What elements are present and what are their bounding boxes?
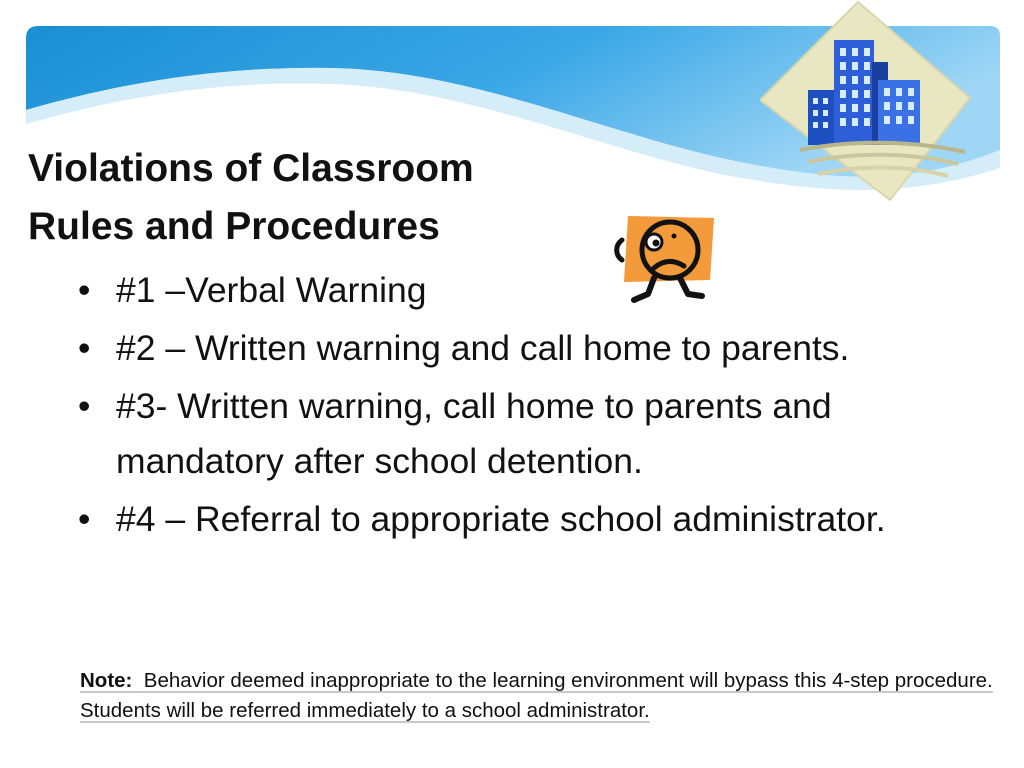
list-item <box>78 263 1008 318</box>
list-item-text: #3- Written warning, call home to parents and mandatory after school detention. <box>116 386 832 481</box>
city-buildings-icon <box>760 0 1000 205</box>
note-label: Note: <box>80 669 133 692</box>
title-line-1: Violations of Classroom <box>28 147 474 190</box>
list-item-text: #2 – Written warning and call home to parents. <box>116 328 850 368</box>
list-item-text: #4 – Referral to appropriate school administrator. <box>116 499 886 539</box>
bullet-dot: • <box>78 386 91 426</box>
slide-title <box>28 140 588 256</box>
bullet-dot: • <box>78 499 91 539</box>
note-text: Behavior deemed inappropriate to the learning environment will bypass this 4-step procedure. Students will be referred immediately to a school administrator. <box>80 669 993 722</box>
consequence-list <box>78 263 1008 550</box>
list-item <box>78 379 1008 489</box>
list-item-text: #1 –Verbal Warning <box>116 270 427 310</box>
list-item <box>78 492 1008 547</box>
footnote <box>80 666 1000 726</box>
list-item <box>78 321 1008 376</box>
title-line-2: Rules and Procedures <box>28 205 440 248</box>
bullet-dot: • <box>78 328 91 368</box>
bullet-dot: • <box>78 270 91 310</box>
